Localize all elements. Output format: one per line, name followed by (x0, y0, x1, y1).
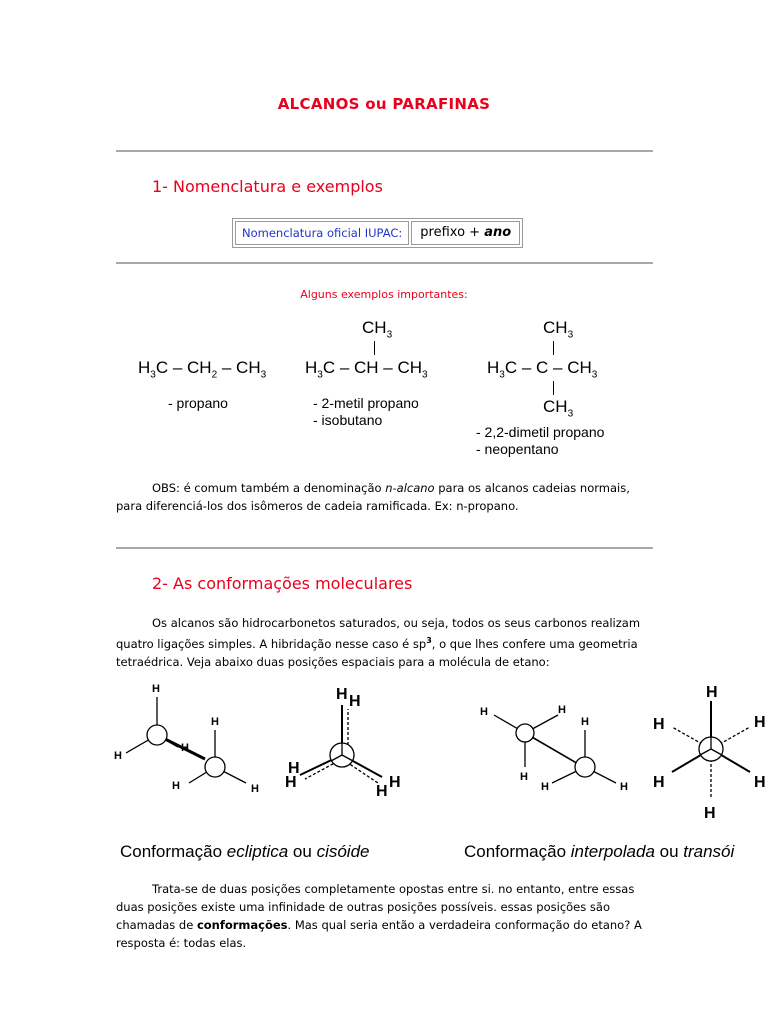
iupac-rule (411, 221, 520, 245)
neopentane-bottom-group: $CH_3$ (543, 397, 574, 420)
neopentane-name-2: - neopentano (476, 441, 559, 457)
propane-formula: $H_3C - CH_2 - CH_3$ (138, 358, 267, 381)
eclipsed-sawhorse (126, 697, 246, 783)
obs-text: OBS: é comum também a denominação (152, 481, 386, 495)
atom-h-label: H (152, 683, 160, 695)
neopentane-formula: $H_3C$ – C – $CH_3$ (487, 358, 598, 381)
intro-paragraph (116, 614, 656, 671)
atom-h-label: H (706, 684, 718, 701)
atom-h-label: H (288, 760, 300, 777)
section-1-heading: 1- Nomenclatura e exemplos (152, 177, 383, 196)
caption-term: transói (683, 842, 735, 861)
caption-staggered (464, 842, 768, 862)
caption-term: cisóide (316, 842, 370, 861)
iupac-rule-suffix: ano (484, 225, 512, 240)
obs-paragraph (116, 479, 656, 515)
isobutane-name-1: - 2-metil propano (313, 395, 419, 411)
atom-h-label: H (349, 693, 361, 710)
closing-paragraph (116, 880, 656, 952)
atom-h-label: H (114, 750, 122, 762)
section-2-heading: 2- As conformações moleculares (152, 574, 413, 593)
atom-h-label: H (581, 716, 589, 728)
page-title: ALCANOS ou PARAFINAS (277, 95, 491, 113)
atom-h-label: H (558, 704, 566, 716)
intro-text: Os alcanos são hidrocarbonetos saturados, ou seja, todos os seus carbonos realizam quatro ligações simples. A hibridação nesse caso é sp (116, 616, 641, 651)
caption-text: ou (654, 842, 684, 861)
atom-h-label: H (754, 714, 766, 731)
eclipsed-newman (300, 705, 382, 783)
caption-text: Conformação (464, 842, 571, 861)
caption-eclipsed (120, 842, 369, 862)
caption-text: ou (288, 842, 317, 861)
atom-h-label: H (285, 774, 297, 791)
iupac-rule-prefix: prefixo + (420, 225, 485, 240)
ethane-conformations-diagram (0, 675, 768, 835)
intro-superscript: 3 (426, 636, 432, 645)
closing-term: conformações (196, 918, 288, 932)
propane-name: - propano (168, 395, 228, 411)
isobutane-formula: $H_3C$ – CH – $CH_3$ (305, 358, 428, 381)
atom-h-label: H (620, 781, 628, 793)
atom-h-label: H (376, 783, 388, 800)
staggered-newman (672, 701, 750, 797)
atom-h-label: H (336, 686, 348, 703)
obs-term: n-alcano (385, 481, 435, 495)
atom-h-label: H (520, 771, 528, 783)
atom-h-label: H (704, 805, 716, 822)
bond-line (374, 341, 375, 355)
intro-text: , o que lhes confere uma geometria tetraédrica. Veja abaixo duas posições espaciais para a molécula de etano: (116, 636, 638, 669)
staggered-sawhorse (494, 715, 616, 783)
atom-h-label: H (389, 774, 401, 791)
atom-h-label: H (653, 716, 665, 733)
iupac-label: Nomenclatura oficial IUPAC: (235, 221, 409, 245)
atom-h-label: H (541, 781, 549, 793)
caption-text: Conformação (120, 842, 227, 861)
caption-term: ecliptica (226, 842, 289, 861)
atom-h-label: H (653, 774, 665, 791)
atom-h-label: H (181, 742, 189, 754)
examples-caption: Alguns exemplos importantes: (300, 288, 468, 301)
atom-h-label: H (251, 783, 259, 795)
divider (116, 150, 653, 152)
bond-line (553, 381, 554, 395)
closing-text: . Mas qual seria então a verdadeira conformação do etano? A resposta é: todas elas. (116, 918, 642, 950)
atom-h-label: H (480, 706, 488, 718)
isobutane-name-2: - isobutano (313, 412, 383, 428)
closing-text: Trata-se de duas posições completamente opostas entre si. no entanto, entre essas duas posições existe uma infinidade de outras posições possíveis. essas posições são chamadas de (116, 882, 635, 932)
iupac-table (232, 218, 523, 248)
atom-h-label: H (172, 780, 180, 792)
atom-h-label: H (754, 774, 766, 791)
isobutane-top-group: $CH_3$ (362, 318, 393, 341)
caption-term: interpolada (570, 842, 655, 861)
obs-text: para os alcanos cadeias normais, para diferenciá-los dos isômeros de cadeia ramificada. Ex: n-propano. (116, 481, 630, 513)
divider (116, 262, 653, 264)
bond-line (553, 341, 554, 355)
divider (116, 547, 653, 549)
atom-h-label: H (211, 716, 219, 728)
neopentane-name-1: - 2,2-dimetil propano (476, 424, 605, 440)
neopentane-top-group: $CH_3$ (543, 318, 574, 341)
